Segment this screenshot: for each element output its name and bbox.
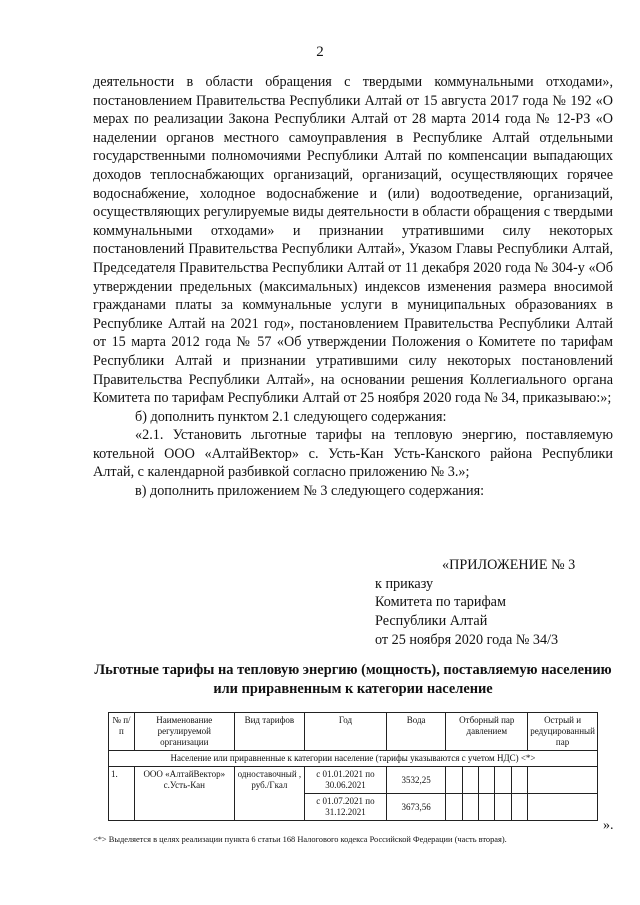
cell-empty <box>479 767 495 794</box>
cell-empty <box>511 794 527 821</box>
table-header-row <box>109 713 598 751</box>
header-num: № п/п <box>109 713 135 751</box>
section-caption: Население или приравненные к категории население (тарифы указываются с учетом НДС) <*> <box>109 751 598 767</box>
cell-year: с 01.07.2021 по 31.12.2021 <box>305 794 387 821</box>
cell-empty <box>446 794 462 821</box>
table-row <box>109 767 598 794</box>
appendix-line: к приказу <box>375 575 434 592</box>
paragraph-clause-2-1: «2.1. Установить льготные тарифы на тепловую энергию, поставляемую котельной ООО «АлтайВектор» с. Усть-Кан Усть-Канского района Республики Алтай, с календарной разбивкой согласно приложению № 3.»; <box>93 427 613 481</box>
header-org: Наименование регулируемой организации <box>134 713 234 751</box>
appendix-title: «ПРИЛОЖЕНИЕ № 3 <box>442 557 576 573</box>
cell-num: 1. <box>109 767 135 821</box>
header-year: Год <box>305 713 387 751</box>
page-number: 2 <box>316 44 324 60</box>
header-water: Вода <box>386 713 446 751</box>
cell-empty <box>462 767 478 794</box>
table-heading: Льготные тарифы на тепловую энергию (мощность), поставляемую населению или приравненным к категории население <box>94 662 612 697</box>
footnote: <*> Выделяется в целях реализации пункта 6 статьи 168 Налогового кодекса Российской Федерации (часть вторая). <box>93 835 507 844</box>
header-selected-steam: Отборный пар давлением <box>446 713 528 751</box>
cell-empty <box>511 767 527 794</box>
cell-year: с 01.01.2021 по 30.06.2021 <box>305 767 387 794</box>
appendix-line: Республики Алтай <box>375 613 488 630</box>
table-section-row <box>109 751 598 767</box>
header-sharp-steam: Острый и редуцированный пар <box>528 713 598 751</box>
cell-empty <box>495 767 511 794</box>
cell-water: 3532,25 <box>386 767 446 794</box>
closing-quote: ». <box>603 818 614 833</box>
cell-empty <box>528 794 598 821</box>
cell-empty <box>528 767 598 794</box>
cell-empty <box>462 794 478 821</box>
cell-empty <box>495 794 511 821</box>
tariff-table <box>108 712 598 821</box>
paragraph-preamble: деятельности в области обращения с твердыми коммунальными отходами», постановлением Правительства Республики Алтай от 15 августа 2017 года № 192 «О мерах по реализации Закона Республики Алтай от 28 марта 2014 года № 12-РЗ «О наделении органов местного самоуправления в Республике Алтай отдельными государственными полномочиями Республики Алтай по компенсации выпадающих доходов теплоснабжающих организаций, организаций, осуществляющих горячее водоснабжение, холодное водоснабжение и (или) водоотведение, организаций, осуществляющих регулируемые виды деятельности в области обращения с твердыми коммунальными отходами» и признании утратившими силу некоторых постановлений Правительства Республики Алтай», Указом Главы Республики Алтай, Председателя Правительства Республики Алтай от 11 декабря 2020 года № 304-у «Об утверждении предельных (максимальных) индексов изменения размера вносимой гражданами платы за коммунальные услуги в муниципальных образованиях в Республике Алтай на 2021 год», постановлением Правительства Республики Алтай от 15 марта 2012 года № 57 «Об утверждении Положения о Комитете по тарифам Республики Алтай и признании утратившими силу некоторых постановлений Правительства Республики Алтай», на основании решения Коллегиального органа Комитета по тарифам Республики Алтай от 25 ноября 2020 года № 34, приказываю:»; <box>93 74 613 407</box>
body-text <box>93 73 613 501</box>
appendix-line: от 25 ноября 2020 года № 34/3 <box>375 631 559 648</box>
cell-tariff-type: одноставочный , руб./Гкал <box>234 767 304 821</box>
cell-empty <box>446 767 462 794</box>
cell-org: ООО «АлтайВектор» с.Усть-Кан <box>134 767 234 821</box>
appendix-block <box>375 556 575 650</box>
paragraph-item-b: б) дополнить пунктом 2.1 следующего содержания: <box>135 408 447 425</box>
cell-empty <box>479 794 495 821</box>
paragraph-item-v: в) дополнить приложением № 3 следующего содержания: <box>135 483 485 500</box>
appendix-line: Комитета по тарифам <box>375 594 506 611</box>
header-tariff-type: Вид тарифов <box>234 713 304 751</box>
cell-water: 3673,56 <box>386 794 446 821</box>
